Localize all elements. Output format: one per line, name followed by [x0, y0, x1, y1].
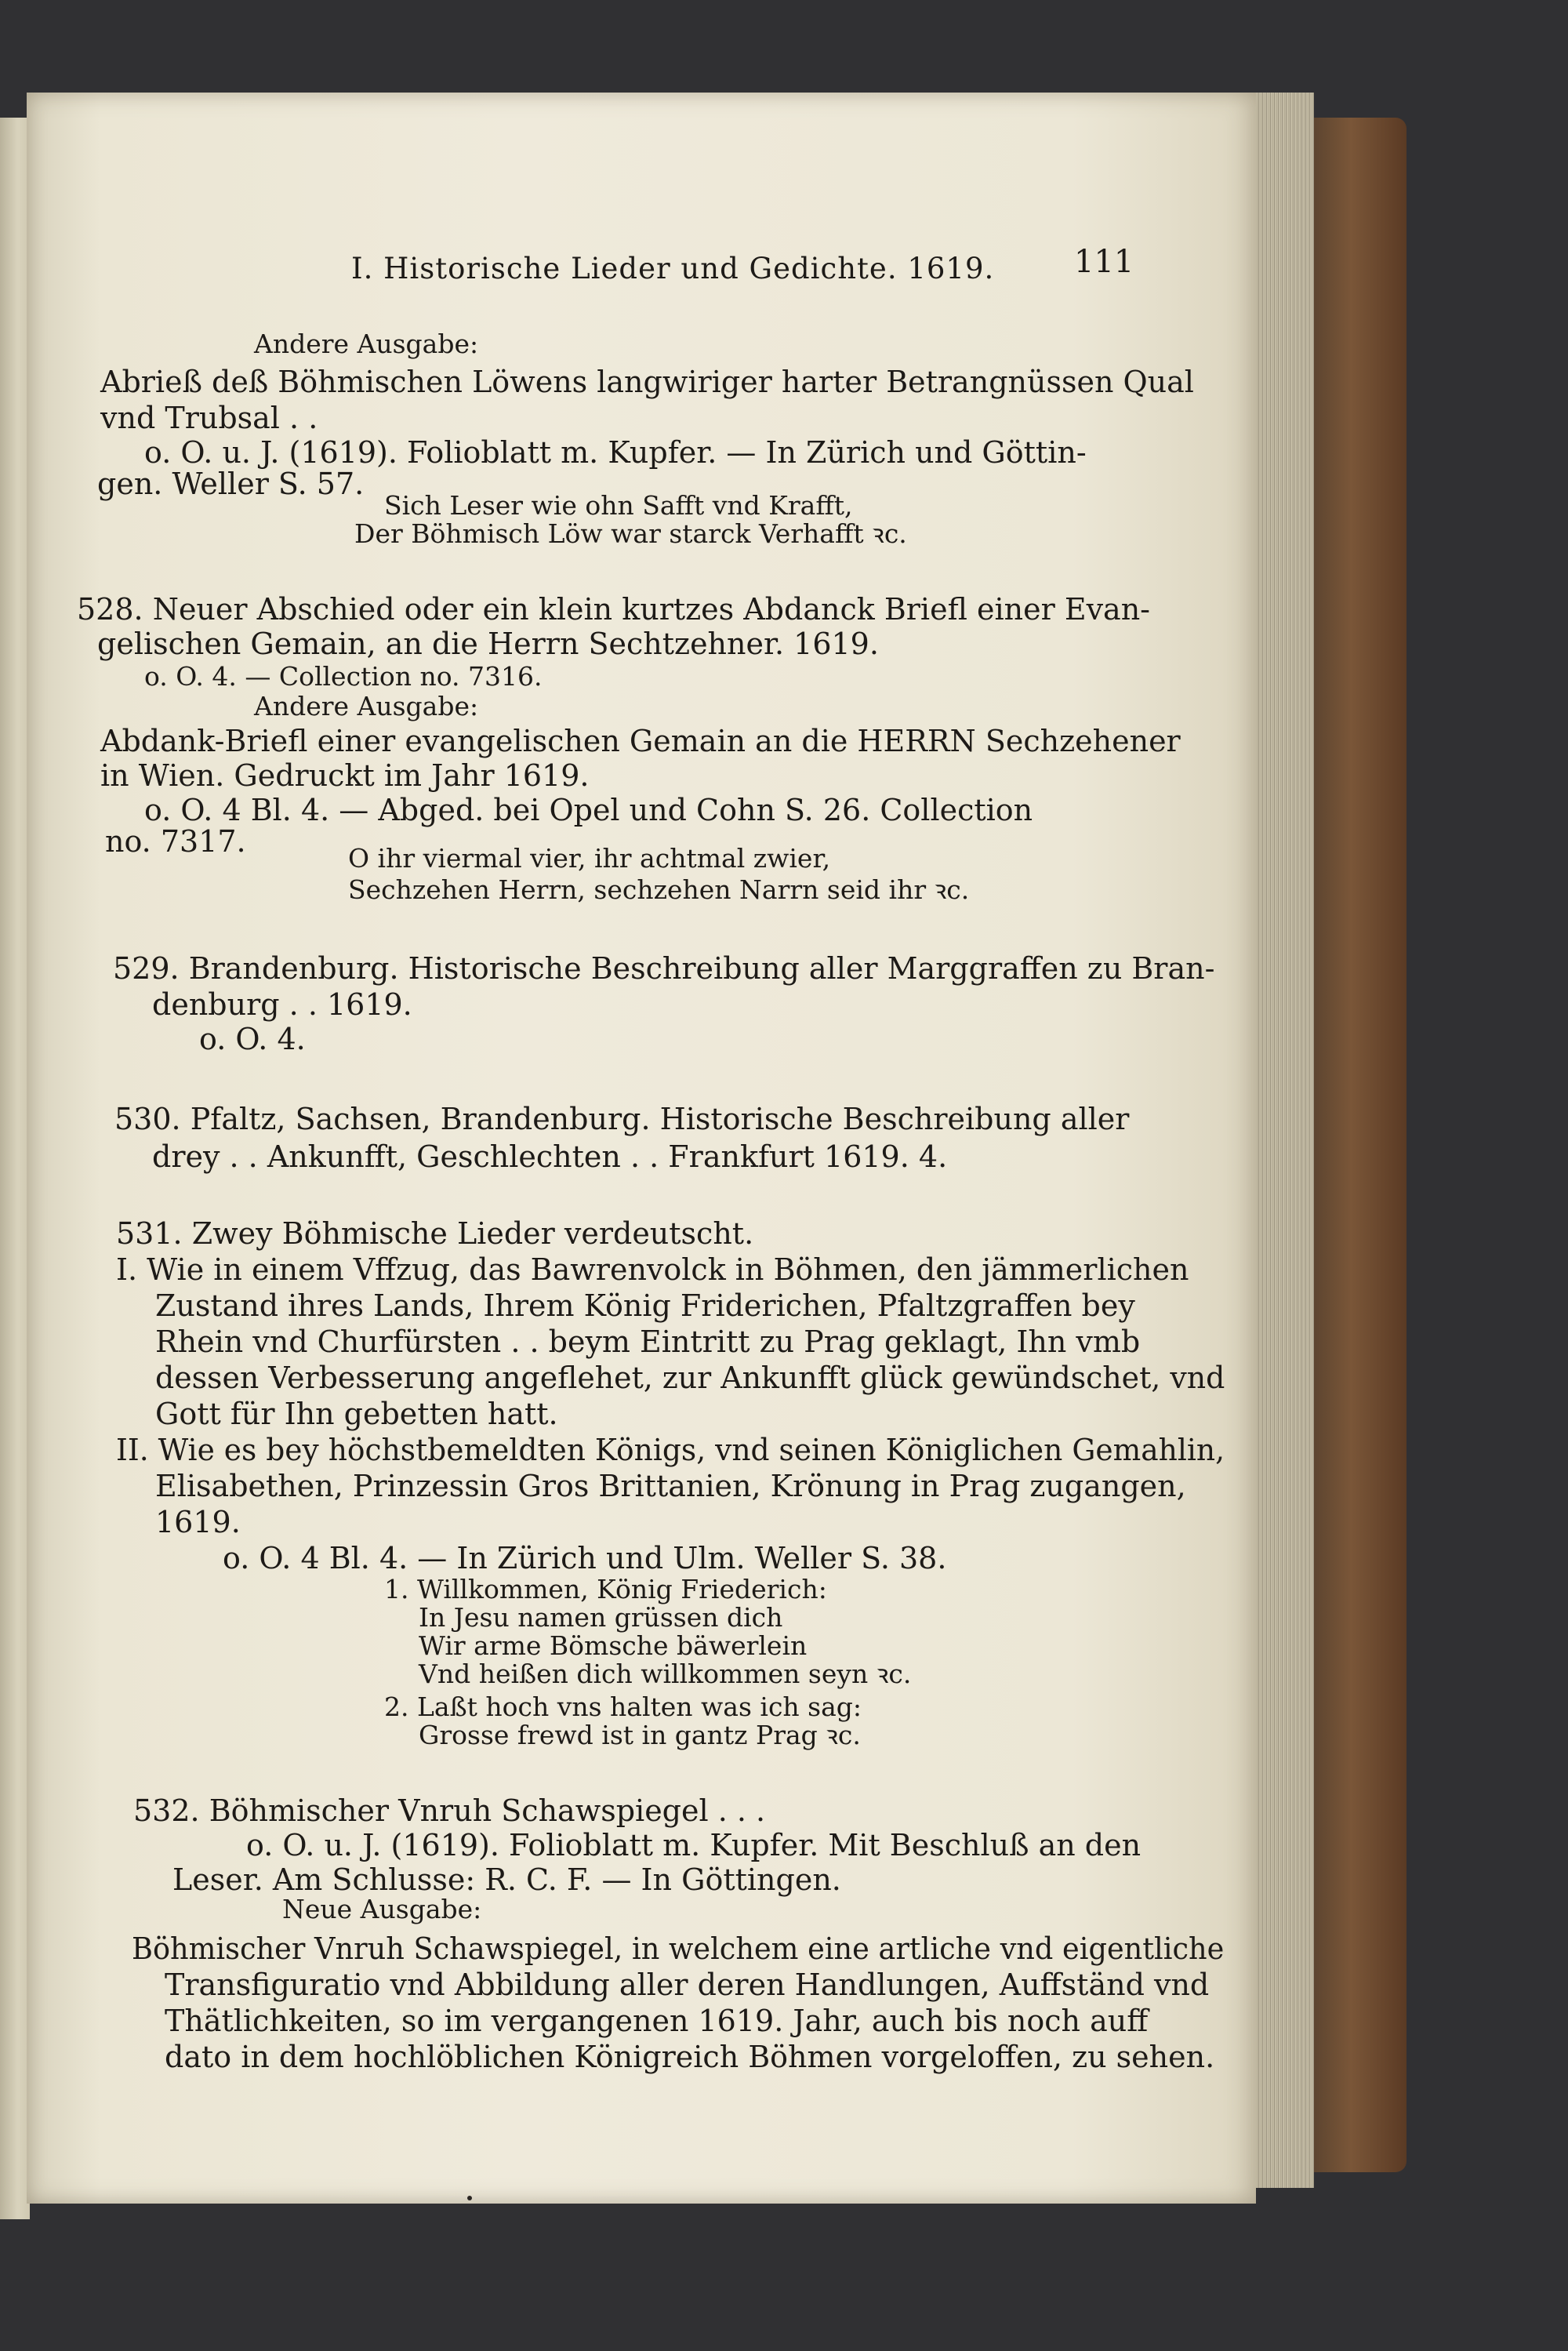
- text-line: In Jesu namen grüssen dich: [419, 1602, 783, 1633]
- running-title: I. Historische Lieder und Gedichte. 1619.: [351, 252, 995, 285]
- text-line: 1619.: [155, 1505, 241, 1539]
- text-line: Der Böhmisch Löw war starck Verhafft ꝛc.: [354, 518, 907, 549]
- facing-page-edge: [0, 118, 30, 2219]
- text-line: o. O. 4 Bl. 4. — In Zürich und Ulm. Weller S. 38.: [223, 1541, 947, 1575]
- text-line: Sich Leser wie ohn Safft vnd Krafft,: [384, 490, 853, 521]
- text-line: gelischen Gemain, an die Herrn Sechtzehner. 1619.: [97, 627, 879, 661]
- text-line: Zustand ihres Lands, Ihrem König Friderichen, Pfaltzgraffen bey: [155, 1288, 1135, 1323]
- text-line: Abrieß deß Böhmischen Löwens langwiriger harter Betrangnüssen Qual: [100, 365, 1194, 399]
- text-line: Leser. Am Schlusse: R. C. F. — In Göttingen.: [172, 1862, 841, 1897]
- text-line: Neue Ausgabe:: [282, 1894, 482, 1924]
- text-line: 532. Böhmischer Vnruh Schawspiegel . . .: [133, 1793, 766, 1828]
- text-line: Andere Ausgabe:: [254, 329, 479, 359]
- text-line: II. Wie es bey höchstbemeldten Königs, vnd seinen Königlichen Gemahlin,: [116, 1433, 1225, 1467]
- text-line: 530. Pfaltz, Sachsen, Brandenburg. Historische Beschreibung aller: [114, 1102, 1130, 1136]
- text-line: 531. Zwey Böhmische Lieder verdeutscht.: [116, 1216, 754, 1251]
- text-line: O ihr viermal vier, ihr achtmal zwier,: [348, 843, 831, 874]
- text-line: vnd Trubsal . .: [100, 401, 318, 435]
- text-line: o. O. u. J. (1619). Folioblatt m. Kupfer. — In Zürich und Göttin-: [144, 435, 1087, 470]
- text-line: gen. Weller S. 57.: [97, 467, 365, 501]
- text-line: Thätlichkeiten, so im vergangenen 1619. Jahr, auch bis noch auff: [165, 2004, 1149, 2038]
- text-line: Andere Ausgabe:: [254, 691, 479, 721]
- text-line: Wir arme Bömsche bäwerlein: [419, 1630, 808, 1661]
- text-line: o. O. 4. — Collection no. 7316.: [144, 661, 543, 692]
- printers-mark-dot: [467, 2196, 472, 2200]
- text-line: o. O. 4 Bl. 4. — Abged. bei Opel und Cohn S. 26. Collection: [144, 793, 1033, 827]
- text-line: Transfiguratio vnd Abbildung aller deren Handlungen, Auffständ vnd: [165, 1968, 1210, 2002]
- text-line: Rhein vnd Churfürsten . . beym Eintritt zu Prag geklagt, Ihn vmb: [155, 1324, 1141, 1359]
- text-line: Vnd heißen dich willkommen seyn ꝛc.: [419, 1659, 912, 1689]
- text-line: 2. Laßt hoch vns halten was ich sag:: [384, 1691, 862, 1722]
- text-line: 1. Willkommen, König Friederich:: [384, 1574, 827, 1604]
- book-cover-edge: [1314, 118, 1406, 2172]
- page-number: 111: [1074, 244, 1134, 280]
- text-line: 529. Brandenburg. Historische Beschreibung aller Marggraffen zu Bran-: [113, 951, 1215, 986]
- page-stack-edge: [1254, 93, 1314, 2188]
- text-line: Elisabethen, Prinzessin Gros Brittanien, Krönung in Prag zugangen,: [155, 1469, 1186, 1503]
- text-line: o. O. 4.: [199, 1022, 306, 1056]
- text-line: Sechzehen Herrn, sechzehen Narrn seid ihr ꝛc.: [348, 874, 970, 905]
- text-line: Gott für Ihn gebetten hatt.: [155, 1397, 558, 1431]
- text-line: denburg . . 1619.: [152, 987, 412, 1022]
- text-line: Abdank-Briefl einer evangelischen Gemain an die HERRN Sechzehener: [100, 724, 1181, 758]
- text-line: drey . . Ankunfft, Geschlechten . . Frankfurt 1619. 4.: [152, 1139, 948, 1174]
- text-line: o. O. u. J. (1619). Folioblatt m. Kupfer. Mit Beschluß an den: [246, 1828, 1142, 1862]
- text-line: dato in dem hochlöblichen Königreich Böhmen vorgeloffen, zu sehen.: [165, 2040, 1215, 2074]
- text-line: no. 7317.: [105, 824, 246, 859]
- text-line: Grosse frewd ist in gantz Prag ꝛc.: [419, 1720, 861, 1750]
- text-line: in Wien. Gedruckt im Jahr 1619.: [100, 758, 590, 793]
- text-line: 528. Neuer Abschied oder ein klein kurtzes Abdanck Briefl einer Evan-: [77, 592, 1151, 627]
- text-line: I. Wie in einem Vffzug, das Bawrenvolck in Böhmen, den jämmerlichen: [116, 1252, 1189, 1287]
- text-line: dessen Verbesserung angeflehet, zur Ankunfft glück gewündschet, vnd: [155, 1361, 1225, 1395]
- text-line: Böhmischer Vnruh Schawspiegel, in welchem eine artliche vnd eigentliche: [132, 1931, 1225, 1966]
- book-page: [27, 93, 1256, 2204]
